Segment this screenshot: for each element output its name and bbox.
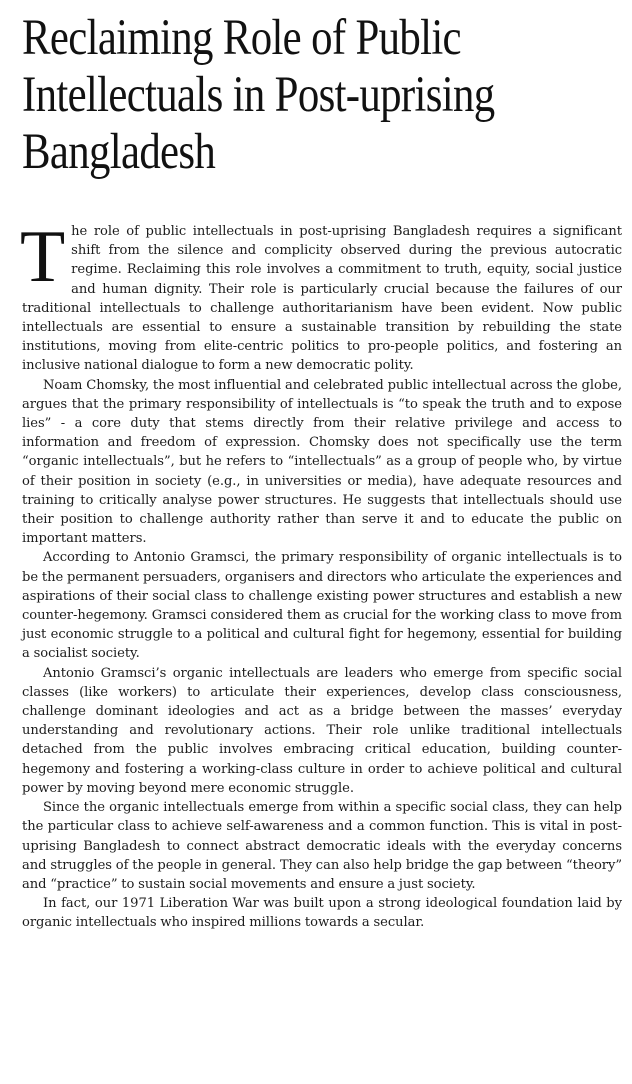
paragraph-6: In fact, our 1971 Liberation War was built upon a strong ideological foundation laid by organic intellectuals who inspired millions towards a secular. bbox=[22, 896, 622, 931]
paragraph-2: Noam Chomsky, the most influential and celebrated public intellectual across the globe, argues that the primary responsibility of intellectuals is “to speak the truth and to expose lies” - a core duty that stems directly from their relative privilege and access to information and freedom of expression. Chomsky does not specifically use the term “organic intellectuals”, but he refers to “intellectuals” as a group of people who, by virtue of their position in society (e.g., in universities or media), have adequate resources and training to critically analyse power structures. He suggests that intellectuals should use their position to challenge authority rather than serve it and to educate the public on important matters. bbox=[22, 377, 622, 547]
paragraph-3: According to Antonio Gramsci, the primary responsibility of organic intellectuals is to be the permanent persuaders, organisers and directors who articulate the experiences and aspirations of their social class to challenge existing power structures and establish a new counter-hegemony. Gramsci considered them as crucial for the working class to move from just economic struggle to a political and cultural fight for hegemony, essential for building a socialist society. bbox=[22, 550, 622, 662]
paragraph-1 bbox=[20, 216, 622, 376]
drop-cap: T bbox=[20, 216, 66, 298]
headline: Reclaiming Role of Public Intellectuals in Post-uprising Bangladesh bbox=[22, 10, 495, 180]
article bbox=[20, 10, 622, 931]
article-body bbox=[20, 216, 622, 933]
paragraph-4: Antonio Gramsci’s organic intellectuals are leaders who emerge from specific social classes (like workers) to articulate their experiences, develop class consciousness, challenge dominant ideologies and act as a bridge between the masses’ everyday understanding and revolutionary actions. Their role unlike traditional intellectuals detached from the public involves embracing critical education, building counter-hegemony and fostering a working-class culture in order to achieve political and cultural power by moving beyond mere economic struggle. bbox=[22, 665, 622, 796]
paragraph-1-text: he role of public intellectuals in post-uprising Bangladesh requires a significant shift from the silence and complicity observed during the previous autocratic regime. Reclaiming this role involves a commitment to truth, equity, social justice and human dignity. Their role is particularly crucial because the failures of our traditional intellectuals to challenge authoritarianism have been evident. Now public intellectuals are essential to ensure a sustainable transition by rebuilding the state institutions, moving from elite-centric politics to pro-people politics, and fostering an inclusive national dialogue to form a new democratic polity. bbox=[22, 224, 622, 374]
paragraph-5: Since the organic intellectuals emerge from within a specific social class, they can help the particular class to achieve self-awareness and a common function. This is vital in post-uprising Bangladesh to connect abstract democratic ideals with the everyday concerns and struggles of the people in general. They can also help bridge the gap between “theory” and “practice” to sustain social movements and ensure a just society. bbox=[22, 800, 622, 892]
